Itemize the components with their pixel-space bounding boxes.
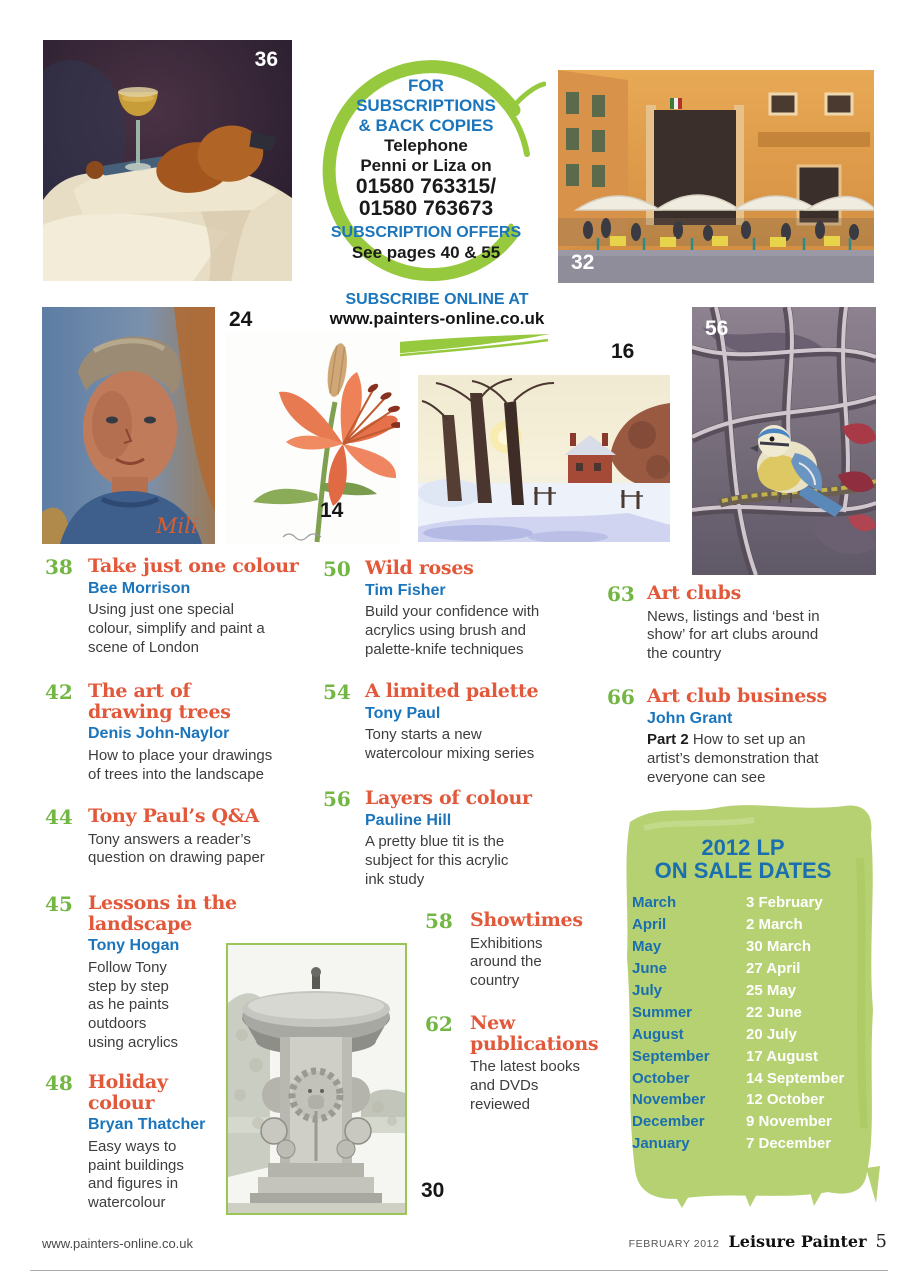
sale-month: July <box>632 982 663 999</box>
sale-month: Summer <box>632 1003 693 1021</box>
image-page-number: 24 <box>229 308 253 331</box>
subscribe-online-block <box>322 290 552 329</box>
sale-date: 9 November <box>746 1113 832 1131</box>
footer-magazine-name: Leisure Painter <box>728 1232 867 1251</box>
article-entry <box>45 1072 205 1213</box>
sale-month: April <box>632 916 667 934</box>
sale-date: 2 March <box>746 916 803 934</box>
sale-month: March <box>632 894 677 912</box>
sale-month: August <box>632 1025 684 1043</box>
subscription-offers-label: SUBSCRIPTION OFFERS <box>330 224 522 241</box>
sale-date-row <box>632 1045 878 1067</box>
sale-date: 25 May <box>746 982 797 999</box>
article-page-number: 45 <box>45 892 73 916</box>
image-page-number: 16 <box>611 340 635 363</box>
article-description: Easy ways to paint buildings and figures in watercolour <box>88 1137 184 1212</box>
article-author: Bee Morrison <box>88 579 191 597</box>
article-author: Denis John-Naylor <box>88 725 230 743</box>
sale-date-row <box>632 892 878 914</box>
article-description: Part 2 How to set up an artist’s demonstration that everyone can see <box>647 731 819 786</box>
sale-date-row <box>632 1023 878 1045</box>
blue-tit-painting-image <box>692 307 876 575</box>
on-sale-dates-box <box>614 798 886 1210</box>
article-page-number: 54 <box>323 680 351 704</box>
article-title: Wild roses <box>365 557 474 579</box>
article-page-number: 42 <box>45 680 73 704</box>
subscription-offers-pages: See pages 40 & 55 <box>351 243 501 262</box>
article-page-number: 48 <box>45 1071 73 1095</box>
article-description: Tony answers a reader’s question on drawing paper <box>88 830 265 867</box>
article-description: Using just one special colour, simplify and paint a scene of London <box>88 601 265 656</box>
image-page-number: 32 <box>571 251 595 274</box>
article-entry <box>425 1013 620 1115</box>
phone-number: 01580 763315/ <box>355 175 497 198</box>
article-page-number: 58 <box>425 909 453 933</box>
cafe-scene-image <box>558 70 874 283</box>
sale-date: 7 December <box>746 1135 832 1153</box>
article-title: Layers of colour <box>365 787 532 809</box>
article-entry <box>45 893 238 1053</box>
sale-date-row <box>632 914 878 936</box>
article-description: The latest books and DVDs reviewed <box>470 1058 581 1113</box>
article-author: John Grant <box>647 709 733 727</box>
article-page-number: 56 <box>323 787 351 811</box>
sale-date-row <box>632 980 878 1002</box>
footer-url[interactable]: www.painters-online.co.uk <box>42 1236 194 1251</box>
sale-date-row <box>632 1067 878 1089</box>
sale-date: 14 September <box>746 1069 845 1087</box>
sale-month: November <box>632 1091 706 1109</box>
article-title: A limited palette <box>365 680 539 702</box>
sale-month: June <box>632 960 668 978</box>
fountain-drawing-image <box>226 943 407 1215</box>
article-description-bold: Part 2 <box>647 731 689 749</box>
badge-line: FOR <box>408 76 444 95</box>
article-entry <box>323 788 532 890</box>
subscription-badge <box>306 58 546 293</box>
sale-dates-title: 2012 LP ON SALE DATES <box>654 835 832 883</box>
boy-portrait-image <box>42 307 215 544</box>
article-description: How to place your drawings of trees into the landscape <box>88 746 273 783</box>
article-title: Lessons in the landscape <box>88 892 237 935</box>
article-description: Follow Tony step by step as he paints outdoors using acrylics <box>88 958 179 1052</box>
violin-still-life-image <box>43 40 292 281</box>
image-page-number: 36 <box>254 48 278 71</box>
sale-dates-list <box>632 892 878 1155</box>
sale-month: October <box>632 1069 690 1087</box>
sale-date: 17 August <box>746 1047 818 1065</box>
article-page-number: 63 <box>607 582 635 606</box>
article-description: Build your confidence with acrylics using brush and palette-knife techniques <box>365 603 540 658</box>
sale-date: 22 June <box>746 1003 802 1021</box>
sale-date-row <box>632 1111 878 1133</box>
badge-line: Telephone <box>384 136 468 155</box>
phone-number: 01580 763673 <box>358 197 494 220</box>
article-entry <box>45 681 283 784</box>
article-author: Tim Fisher <box>365 581 446 599</box>
sale-month: September <box>632 1047 710 1065</box>
article-description: Tony starts a new watercolour mixing series <box>365 726 535 762</box>
sale-date: 3 February <box>746 894 823 912</box>
article-entry <box>323 681 550 764</box>
article-title: Take just one colour <box>88 555 299 577</box>
sale-month: May <box>632 938 662 956</box>
sale-date-row <box>632 1089 878 1111</box>
badge-line: SUBSCRIPTIONS <box>356 96 496 115</box>
article-page-number: 44 <box>45 805 73 829</box>
image-page-number: 14 <box>320 499 344 522</box>
article-title: Showtimes <box>470 909 583 931</box>
badge-line: Penni or Liza on <box>360 156 492 175</box>
subscribe-online-label: SUBSCRIBE ONLINE AT <box>345 291 529 308</box>
article-title: Holiday colour <box>88 1071 168 1114</box>
sale-date: 20 July <box>746 1025 797 1043</box>
footer-page-number: 5 <box>875 1231 887 1252</box>
article-title: Art club business <box>647 685 827 707</box>
article-author: Bryan Thatcher <box>88 1116 206 1134</box>
sale-date: 12 October <box>746 1091 825 1109</box>
sale-date-row <box>632 1133 878 1155</box>
image-page-number: 56 <box>705 317 729 340</box>
article-entry <box>425 910 583 991</box>
article-description: Exhibitions around the country <box>470 934 543 990</box>
footer-rule <box>30 1270 888 1271</box>
article-entry <box>323 558 561 660</box>
footer-issue-date: FEBRUARY 2012 <box>628 1238 720 1250</box>
sale-date: 30 March <box>746 938 812 956</box>
article-author: Tony Paul <box>365 704 441 722</box>
article-author: Tony Hogan <box>88 937 180 955</box>
article-page-number: 50 <box>323 557 351 581</box>
article-author: Pauline Hill <box>365 811 452 829</box>
article-title: Tony Paul’s Q&A <box>88 805 260 827</box>
footer-imprint <box>629 1231 887 1252</box>
sale-date-row <box>632 1001 878 1023</box>
sale-date-row <box>632 936 878 958</box>
article-entry <box>607 686 827 788</box>
article-entry <box>607 583 829 664</box>
winter-landscape-image <box>418 375 670 542</box>
article-description: A pretty blue tit is the subject for this acrylic ink study <box>365 833 509 888</box>
article-title: The art of drawing trees <box>88 680 231 723</box>
sale-date: 27 April <box>746 960 801 978</box>
article-entry <box>45 806 278 868</box>
article-title: Art clubs <box>647 582 742 604</box>
article-entry <box>45 556 298 658</box>
sale-date-row <box>632 958 878 980</box>
subscribe-online-url[interactable]: www.painters-online.co.uk <box>329 309 545 328</box>
lily-illustration-image <box>225 332 400 545</box>
painting-signature: Mili <box>156 514 198 538</box>
badge-line: & BACK COPIES <box>358 116 494 135</box>
article-page-number: 62 <box>425 1012 453 1036</box>
image-page-number: 30 <box>421 1179 445 1202</box>
article-page-number: 66 <box>607 685 635 709</box>
article-description: News, listings and ‘best in show’ for art clubs around the country <box>647 607 820 663</box>
article-title: New publications <box>470 1012 599 1055</box>
sale-month: December <box>632 1113 705 1131</box>
sale-month: January <box>632 1135 690 1153</box>
article-page-number: 38 <box>45 555 73 579</box>
